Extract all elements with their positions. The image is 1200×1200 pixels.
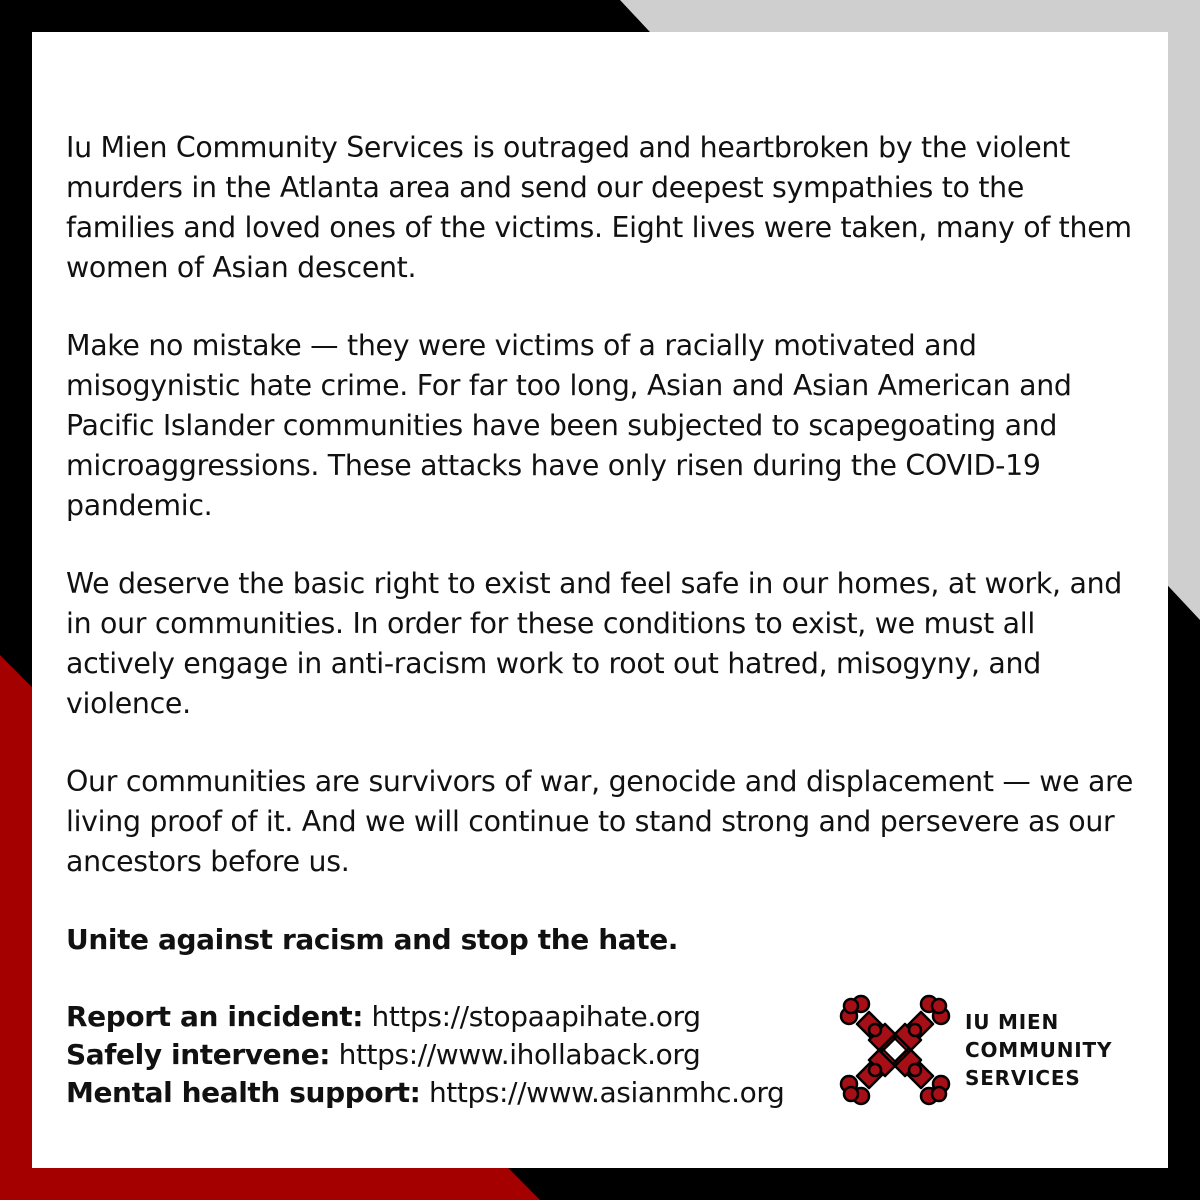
statement-paragraph-2: Make no mistake — they were victims of a racially motivated and misogynistic hate crime. For far too long, Asian and Asian American and Pacific Islander communities have been subjected to scapegoating and microaggressions. These attacks have only risen during the COVID-19 pandemic.: [66, 329, 1072, 522]
resource-label: Mental health support:: [66, 1076, 421, 1109]
resource-link[interactable]: https://www.ihollaback.org: [338, 1038, 701, 1071]
resource-label: Safely intervene:: [66, 1038, 331, 1071]
logo-line-2: COMMUNITY: [965, 1038, 1113, 1062]
mien-embroidery-cross-icon: [835, 990, 955, 1110]
statement-paragraph-3: We deserve the basic right to exist and feel safe in our homes, at work, and in our communities. In order for these conditions to exist, we must all actively engage in anti-racism work to root out hatred, misogyny, and violence.: [66, 567, 1122, 720]
resource-label: Report an incident:: [66, 1000, 364, 1033]
logo-line-3: SERVICES: [965, 1066, 1081, 1090]
logo-wordmark: [965, 1008, 1112, 1092]
organization-logo: [835, 990, 1125, 1110]
resource-link[interactable]: https://www.asianmhc.org: [428, 1076, 785, 1109]
slogan: Unite against racism and stop the hate.: [66, 923, 679, 956]
resource-link[interactable]: https://stopaapihate.org: [371, 1000, 701, 1033]
statement-paragraph-1: Iu Mien Community Services is outraged and heartbroken by the violent murders in the Atlanta area and send our deepest sympathies to the families and loved ones of the victims. Eight lives were taken, many of them women of Asian descent.: [66, 131, 1132, 284]
statement-paragraph-4: Our communities are survivors of war, genocide and displacement — we are living proof of it. And we will continue to stand strong and persevere as our ancestors before us.: [66, 765, 1134, 878]
logo-line-1: IU MIEN: [965, 1010, 1059, 1034]
